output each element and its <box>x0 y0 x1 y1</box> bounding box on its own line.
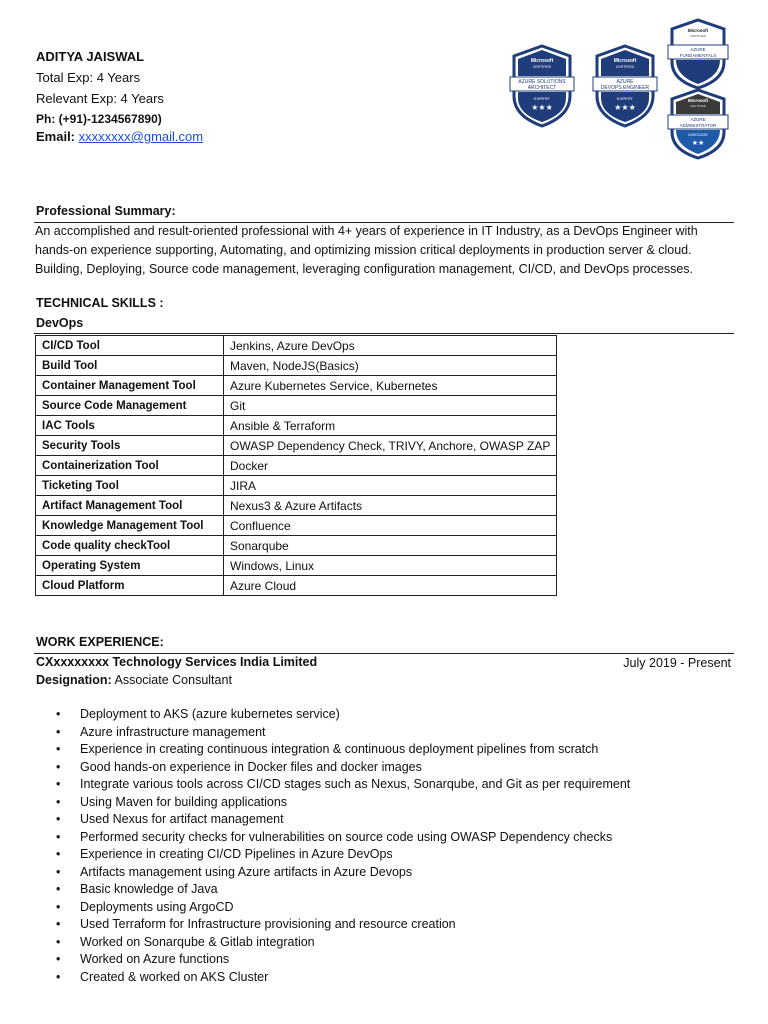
company-name: CXxxxxxxxx Technology Services India Limited <box>36 655 318 669</box>
skill-category: Containerization Tool <box>36 456 224 476</box>
svg-text:★★★: ★★★ <box>614 103 636 112</box>
total-experience: Total Exp: 4 Years <box>36 70 141 85</box>
list-item: • Basic knowledge of Java <box>56 881 630 899</box>
list-item: • Performed security checks for vulnerabilities on source code using OWASP Dependency checks <box>56 829 630 847</box>
summary-title: Professional Summary: <box>36 204 176 218</box>
table-row <box>36 396 557 416</box>
svg-text:CERTIFIED: CERTIFIED <box>532 65 552 69</box>
table-row <box>36 576 557 596</box>
table-row <box>36 456 557 476</box>
contact-block <box>36 46 203 144</box>
skill-category: Source Code Management <box>36 396 224 416</box>
svg-text:ADMINISTRATOR: ADMINISTRATOR <box>679 123 717 128</box>
table-row <box>36 376 557 396</box>
svg-text:FUNDAMENTALS: FUNDAMENTALS <box>679 53 717 58</box>
list-item: • Experience in creating CI/CD Pipelines in Azure DevOps <box>56 846 630 864</box>
skill-value: JIRA <box>224 476 557 496</box>
badge-azure-fundamentals <box>668 20 728 88</box>
table-row <box>36 536 557 556</box>
skill-value: Azure Kubernetes Service, Kubernetes <box>224 376 557 396</box>
skill-category: Build Tool <box>36 356 224 376</box>
skill-value: Git <box>224 396 557 416</box>
svg-text:Microsoft: Microsoft <box>687 28 709 33</box>
skill-category: IAC Tools <box>36 416 224 436</box>
skills-title: TECHNICAL SKILLS : <box>36 296 164 310</box>
summary-text <box>35 222 745 279</box>
table-row <box>36 356 557 376</box>
list-item: • Azure infrastructure management <box>56 724 630 742</box>
svg-text:AZURE: AZURE <box>690 47 706 52</box>
skill-category: Container Management Tool <box>36 376 224 396</box>
svg-text:Microsoft: Microsoft <box>613 58 637 64</box>
svg-text:CERTIFIED: CERTIFIED <box>690 104 706 108</box>
work-title: WORK EXPERIENCE: <box>36 635 164 649</box>
svg-text:AZURE SOLUTIONS: AZURE SOLUTIONS <box>518 79 566 85</box>
table-row <box>36 556 557 576</box>
candidate-name: ADITYA JAISWAL <box>36 49 145 64</box>
summary-line: hands-on experience supporting, Automating, and optimizing mission critical deployments in production server & cloud. <box>35 243 692 257</box>
svg-text:ASSOCIATE: ASSOCIATE <box>688 133 708 137</box>
summary-line: An accomplished and result-oriented professional with 4+ years of experience in IT Industry, as a DevOps Engineer with <box>35 224 698 238</box>
designation-line <box>36 671 232 690</box>
skill-category: Code quality checkTool <box>36 536 224 556</box>
list-item: • Experience in creating continuous integration & continuous deployment pipelines from scratch <box>56 741 630 759</box>
svg-text:Microsoft: Microsoft <box>687 98 709 103</box>
svg-text:AZURE: AZURE <box>690 117 706 122</box>
skill-value: Windows, Linux <box>224 556 557 576</box>
badge-azure-administrator <box>668 90 728 158</box>
list-item: • Created & worked on AKS Cluster <box>56 969 630 987</box>
svg-text:★★★: ★★★ <box>531 103 553 112</box>
email-label: Email: <box>36 129 76 144</box>
skill-value: OWASP Dependency Check, TRIVY, Anchore, OWASP ZAP <box>224 436 557 456</box>
skill-category: CI/CD Tool <box>36 336 224 356</box>
skill-category: Ticketing Tool <box>36 476 224 496</box>
badge-azure-devops-engineer <box>593 46 657 126</box>
table-row <box>36 416 557 436</box>
relevant-experience: Relevant Exp: 4 Years <box>36 91 164 106</box>
skill-value: Sonarqube <box>224 536 557 556</box>
svg-text:DEVOPS ENGINEER: DEVOPS ENGINEER <box>600 85 650 91</box>
designation-label: Designation: <box>36 673 112 687</box>
skill-value: Confluence <box>224 516 557 536</box>
list-item: • Using Maven for building applications <box>56 794 630 812</box>
responsibilities-list <box>56 706 630 986</box>
table-row <box>36 516 557 536</box>
svg-text:CERTIFIED: CERTIFIED <box>690 34 706 38</box>
list-item: • Used Terraform for Infrastructure provisioning and resource creation <box>56 916 630 934</box>
svg-text:CERTIFIED: CERTIFIED <box>615 65 635 69</box>
email-link[interactable]: xxxxxxxx@gmail.com <box>78 129 204 144</box>
employment-dates: July 2019 - Present <box>623 656 731 670</box>
skill-category: Cloud Platform <box>36 576 224 596</box>
phone: Ph: (+91)-1234567890) <box>36 112 162 126</box>
skill-category: Knowledge Management Tool <box>36 516 224 536</box>
svg-text:ARCHITECT: ARCHITECT <box>527 85 557 91</box>
skill-category: Artifact Management Tool <box>36 496 224 516</box>
skill-value: Jenkins, Azure DevOps <box>224 336 557 356</box>
list-item: • Worked on Azure functions <box>56 951 630 969</box>
skills-divider <box>34 333 734 334</box>
list-item: • Deployment to AKS (azure kubernetes service) <box>56 706 630 724</box>
list-item: • Deployments using ArgoCD <box>56 899 630 917</box>
svg-text:AZURE: AZURE <box>616 79 634 85</box>
table-row <box>36 496 557 516</box>
svg-text:★★: ★★ <box>691 140 705 147</box>
skill-category: Security Tools <box>36 436 224 456</box>
badge-brand: Microsoft <box>530 58 554 64</box>
list-item: • Used Nexus for artifact management <box>56 811 630 829</box>
summary-line: Building, Deploying, Source code management, leveraging configuration management, CI/CD, and DevOps processes. <box>35 262 694 276</box>
skill-category: Operating System <box>36 556 224 576</box>
skill-value: Docker <box>224 456 557 476</box>
list-item: • Good hands-on experience in Docker files and docker images <box>56 759 630 777</box>
svg-text:EXPERT: EXPERT <box>534 96 550 101</box>
badge-azure-solutions-architect <box>510 46 574 126</box>
skills-subtitle: DevOps <box>36 316 84 330</box>
table-row <box>36 476 557 496</box>
svg-text:EXPERT: EXPERT <box>617 96 633 101</box>
designation-value: Associate Consultant <box>111 673 232 687</box>
skill-value: Ansible & Terraform <box>224 416 557 436</box>
email-line <box>36 130 203 144</box>
table-row <box>36 336 557 356</box>
skill-value: Maven, NodeJS(Basics) <box>224 356 557 376</box>
table-row <box>36 436 557 456</box>
list-item: • Artifacts management using Azure artifacts in Azure Devops <box>56 864 630 882</box>
certification-badges <box>505 18 735 163</box>
skill-value: Azure Cloud <box>224 576 557 596</box>
list-item: • Worked on Sonarqube & Gitlab integration <box>56 934 630 952</box>
skill-value: Nexus3 & Azure Artifacts <box>224 496 557 516</box>
skills-table <box>35 335 557 596</box>
list-item: • Integrate various tools across CI/CD stages such as Nexus, Sonarqube, and Git as per requirement <box>56 776 630 794</box>
